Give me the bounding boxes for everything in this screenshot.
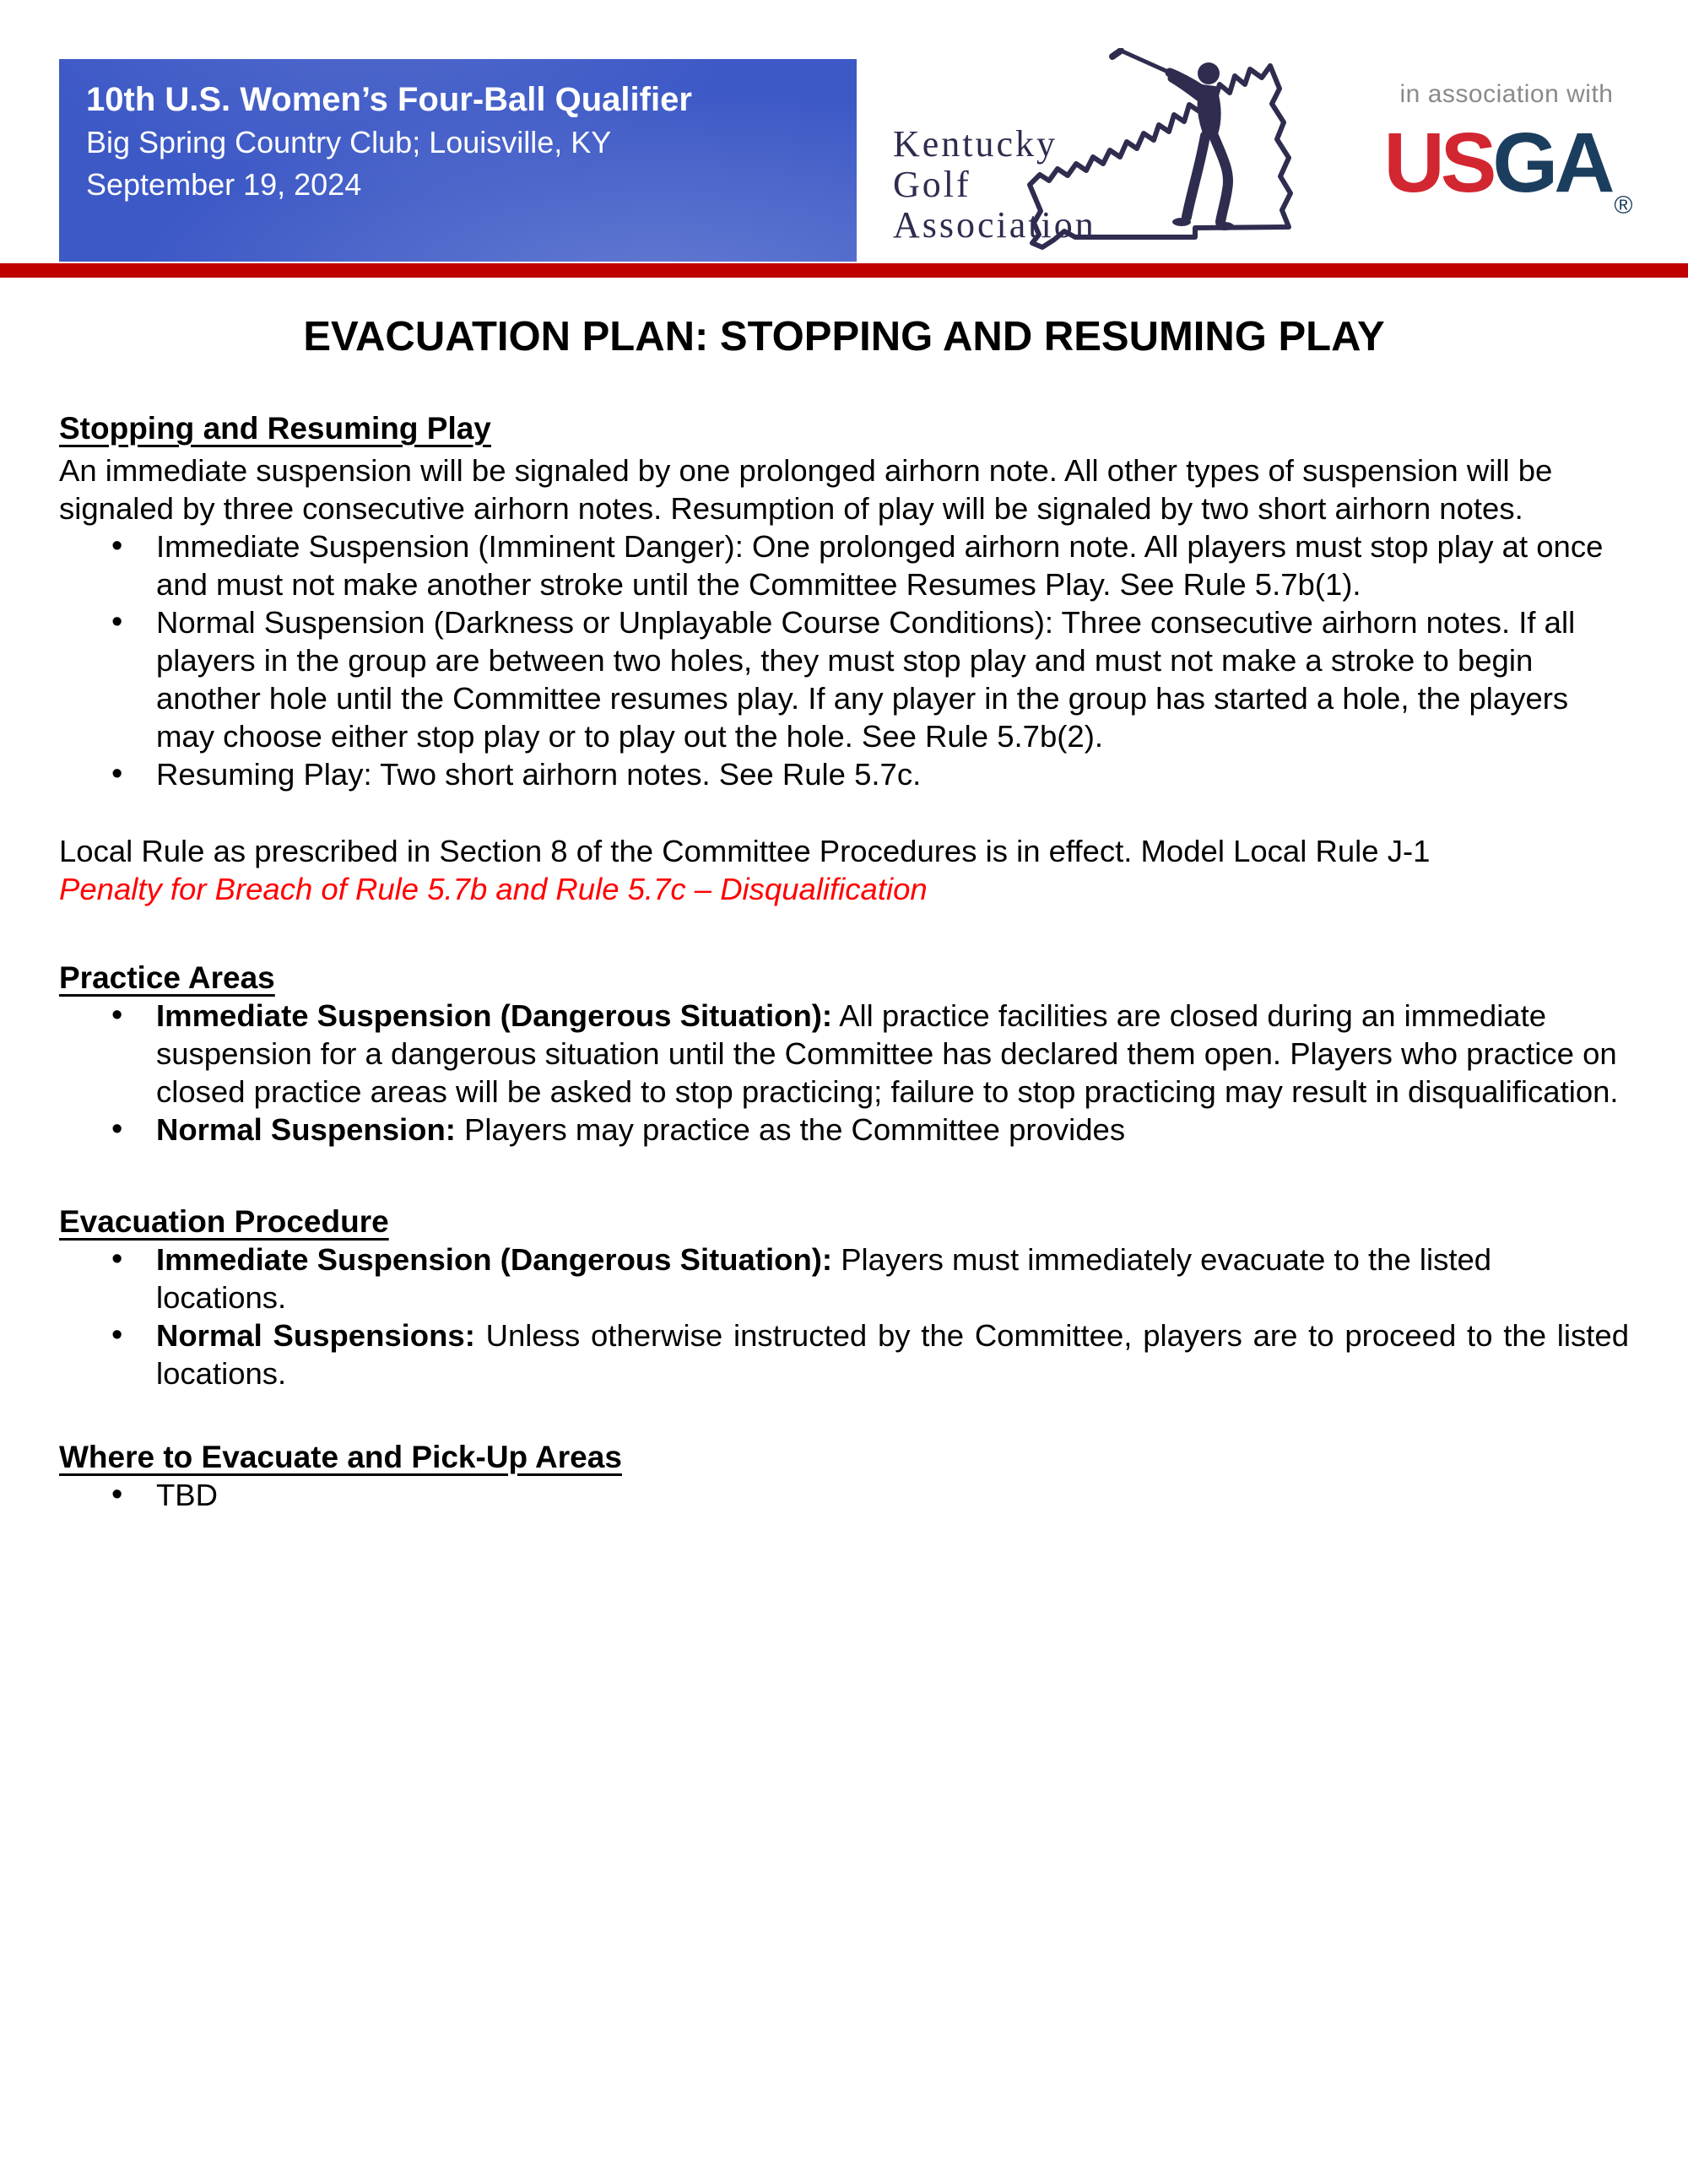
event-date: September 19, 2024 — [86, 167, 362, 202]
penalty-note: Penalty for Breach of Rule 5.7b and Rule 5.7c – Disqualification — [59, 872, 928, 906]
stopping-intro: An immediate suspension will be signaled by one prolonged airhorn note. All other types of suspension will be signaled by three consecutive airhorn notes. Resumption of play will be signaled by two short airhorn notes. — [59, 453, 1553, 526]
golfer-icon — [1112, 51, 1234, 230]
local-rule-note: Local Rule as prescribed in Section 8 of the Committee Procedures is in effect. Model Local Rule J-1 — [59, 834, 1431, 868]
kga-logo-line-2: Golf — [893, 164, 971, 205]
page-title: EVACUATION PLAN: STOPPING AND RESUMING PLAY — [303, 314, 1385, 359]
registered-mark-icon: ® — [1614, 192, 1633, 219]
evacuation-heading: Evacuation Procedure — [59, 1204, 389, 1239]
bullet-item: • Resuming Play: Two short airhorn notes. See Rule 5.7c. — [59, 755, 1629, 793]
kga-logo — [878, 46, 1317, 262]
document-content — [59, 278, 1629, 1514]
kentucky-state-golfer-icon — [1020, 48, 1307, 261]
event-banner — [59, 59, 857, 262]
bullet-item: • Immediate Suspension (Imminent Danger): One prolonged airhorn note. All players must stop play at once and must not make another stroke until the Committee Resumes Play. See Rule 5.7b(1). — [59, 527, 1629, 603]
red-divider — [0, 263, 1688, 278]
section-stopping-and-resuming — [59, 409, 1629, 793]
stopping-bullet-list — [59, 527, 1629, 793]
kentucky-outline — [1030, 66, 1290, 247]
bullet-lead: Normal Suspension: — [156, 1112, 456, 1147]
section-evacuation-procedure — [59, 1203, 1629, 1392]
bullet-item — [59, 997, 1629, 1111]
bullet-item — [59, 1241, 1629, 1316]
bullet-lead: Immediate Suspension (Dangerous Situation): — [156, 998, 833, 1033]
bullet-text: Players must immediately evacuate to the listed locations. — [156, 1242, 1492, 1315]
usga-block — [1350, 80, 1663, 226]
evacuation-bullet-list — [59, 1241, 1629, 1392]
usga-logo-us: US — [1383, 116, 1493, 210]
practice-heading: Practice Areas — [59, 960, 275, 995]
association-note: in association with — [1399, 80, 1614, 108]
stopping-heading: Stopping and Resuming Play — [59, 411, 491, 446]
usga-logo — [1350, 116, 1663, 226]
section-where-to-evacuate — [59, 1438, 1629, 1514]
section-practice-areas — [59, 959, 1629, 1149]
bullet-text: Unless otherwise instructed by the Committee, players are to proceed to the listed locations. — [156, 1318, 1629, 1391]
usga-logo-ga: GA — [1492, 116, 1611, 210]
bullet-text: Players may practice as the Committee provides — [455, 1112, 1126, 1147]
where-bullet-list — [59, 1476, 1629, 1514]
event-title: 10th U.S. Women’s Four-Ball Qualifier — [86, 81, 692, 118]
kga-logo-line-1: Kentucky — [893, 123, 1058, 165]
bullet-item: • TBD — [59, 1476, 1629, 1514]
bullet-lead: Normal Suspensions: — [156, 1318, 475, 1353]
bullet-text: All practice facilities are closed during an immediate suspension for a dangerous situation until the Committee has declared them open. Players who practice on closed practice areas will be asked to stop practicing; failure to stop practicing may result in disqualification. — [156, 998, 1619, 1109]
where-heading: Where to Evacuate and Pick-Up Areas — [59, 1440, 622, 1474]
kga-logo-line-3: Association — [893, 204, 1096, 246]
practice-bullet-list — [59, 997, 1629, 1149]
bullet-item — [59, 1111, 1629, 1149]
bullet-lead: Immediate Suspension (Dangerous Situation): — [156, 1242, 833, 1277]
bullet-item: • Normal Suspension (Darkness or Unplayable Course Conditions): Three consecutive airhorn notes. If all players in the group are between two holes, they must stop play and must not make a stroke to begin another hole until the Committee resumes play. If any player in the group has started a hole, the players may choose either stop play or to play out the hole. See Rule 5.7b(2). — [59, 603, 1629, 755]
event-venue: Big Spring Country Club; Louisville, KY — [86, 125, 612, 159]
bullet-item — [59, 1316, 1629, 1392]
